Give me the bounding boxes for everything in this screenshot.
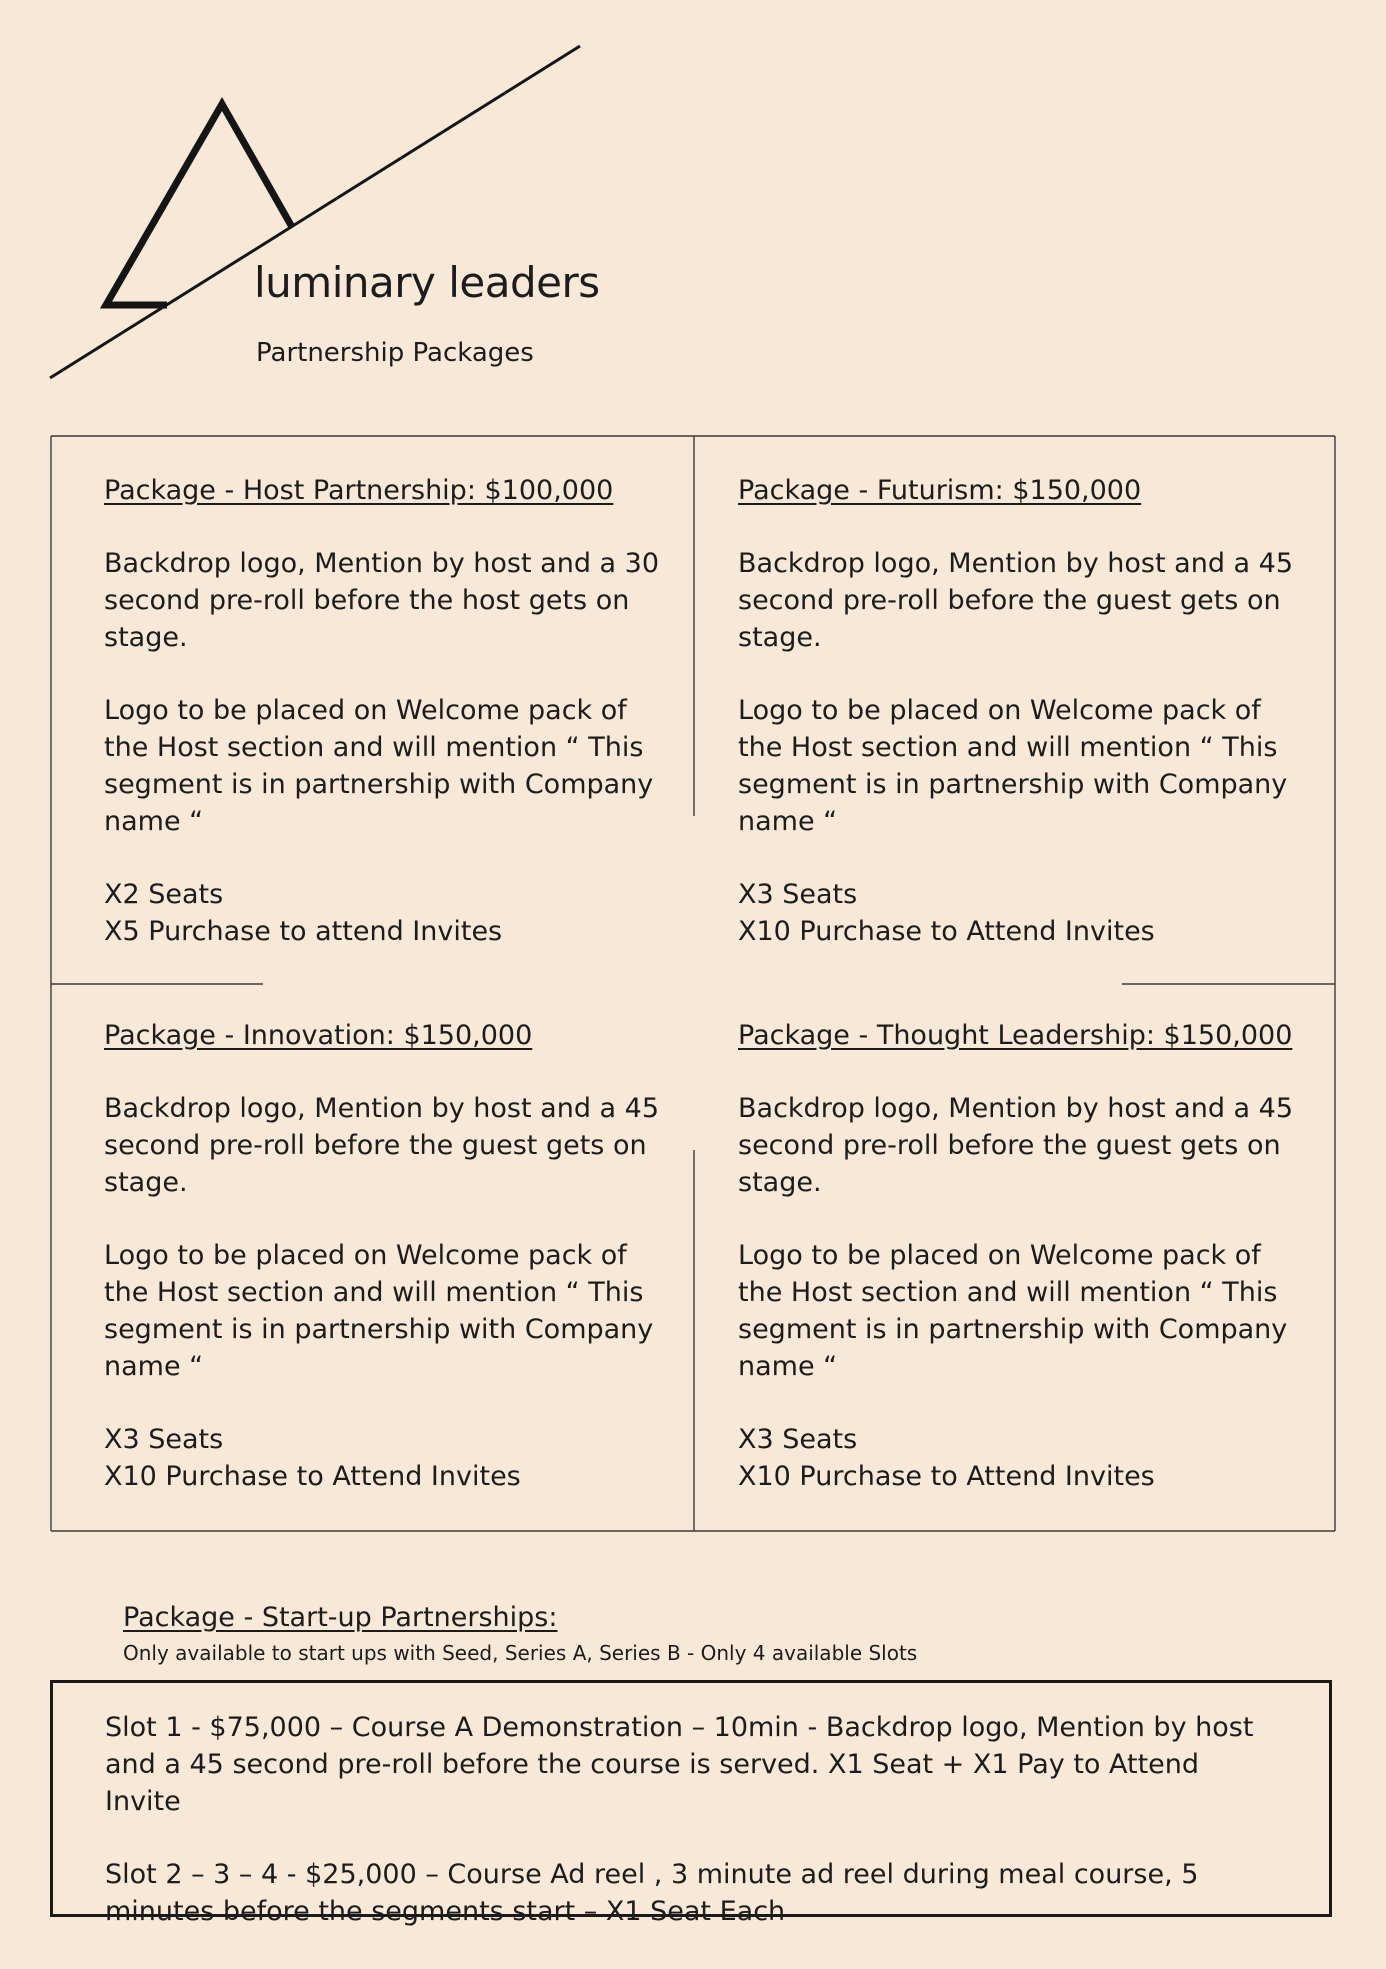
package-seats [738, 876, 1298, 950]
package-description: Backdrop logo, Mention by host and a 30 second pre-roll before the host gets on stage. [104, 548, 660, 653]
slot-2-3-4: Slot 2 – 3 – 4 - $25,000 – Course Ad reel , 3 minute ad reel during meal course, 5 minutes before the segments start – X1 Seat Each [105, 1859, 1199, 1927]
invites-count: X10 Purchase to Attend Invites [104, 1461, 521, 1492]
invites-count: X5 Purchase to attend Invites [104, 916, 503, 947]
startup-slots-box [50, 1680, 1332, 1927]
package-logo-note: Logo to be placed on Welcome pack of the Host section and will mention “ This segment is in partnership with Company name “ [104, 1240, 654, 1382]
package-title: Package - Futurism: $150,000 [738, 475, 1142, 506]
package-host-partnership [104, 472, 664, 950]
package-title: Package - Host Partnership: $100,000 [104, 475, 614, 506]
seats-count: X2 Seats [104, 879, 224, 910]
startup-package-note: Only available to start ups with Seed, Series A, Series B - Only 4 available Slots [123, 1641, 918, 1665]
package-description: Backdrop logo, Mention by host and a 45 second pre-roll before the guest gets on stage. [104, 1093, 660, 1198]
page-subtitle: Partnership Packages [256, 338, 534, 368]
seats-count: X3 Seats [738, 879, 858, 910]
invites-count: X10 Purchase to Attend Invites [738, 1461, 1155, 1492]
package-title: Package - Innovation: $150,000 [104, 1020, 533, 1051]
package-seats [738, 1421, 1298, 1495]
package-description: Backdrop logo, Mention by host and a 45 second pre-roll before the guest gets on stage. [738, 1093, 1294, 1198]
package-thought-leadership [738, 1017, 1298, 1495]
package-title: Package - Thought Leadership: $150,000 [738, 1020, 1293, 1051]
package-innovation [104, 1017, 664, 1495]
startup-package-title: Package - Start-up Partnerships: [123, 1602, 558, 1633]
package-seats [104, 876, 664, 950]
package-futurism [738, 472, 1298, 950]
package-description: Backdrop logo, Mention by host and a 45 second pre-roll before the guest gets on stage. [738, 548, 1294, 653]
package-logo-note: Logo to be placed on Welcome pack of the Host section and will mention “ This segment is in partnership with Company name “ [738, 695, 1288, 837]
seats-count: X3 Seats [738, 1424, 858, 1455]
invites-count: X10 Purchase to Attend Invites [738, 916, 1155, 947]
brand-name: luminary leaders [254, 258, 600, 307]
slot-1: Slot 1 - $75,000 – Course A Demonstration – 10min - Backdrop logo, Mention by host and a 45 second pre-roll before the course is served. X1 Seat + X1 Pay to Attend Invite [105, 1712, 1254, 1817]
package-logo-note: Logo to be placed on Welcome pack of the Host section and will mention “ This segment is in partnership with Company name “ [104, 695, 654, 837]
package-seats [104, 1421, 664, 1495]
seats-count: X3 Seats [104, 1424, 224, 1455]
package-logo-note: Logo to be placed on Welcome pack of the Host section and will mention “ This segment is in partnership with Company name “ [738, 1240, 1288, 1382]
